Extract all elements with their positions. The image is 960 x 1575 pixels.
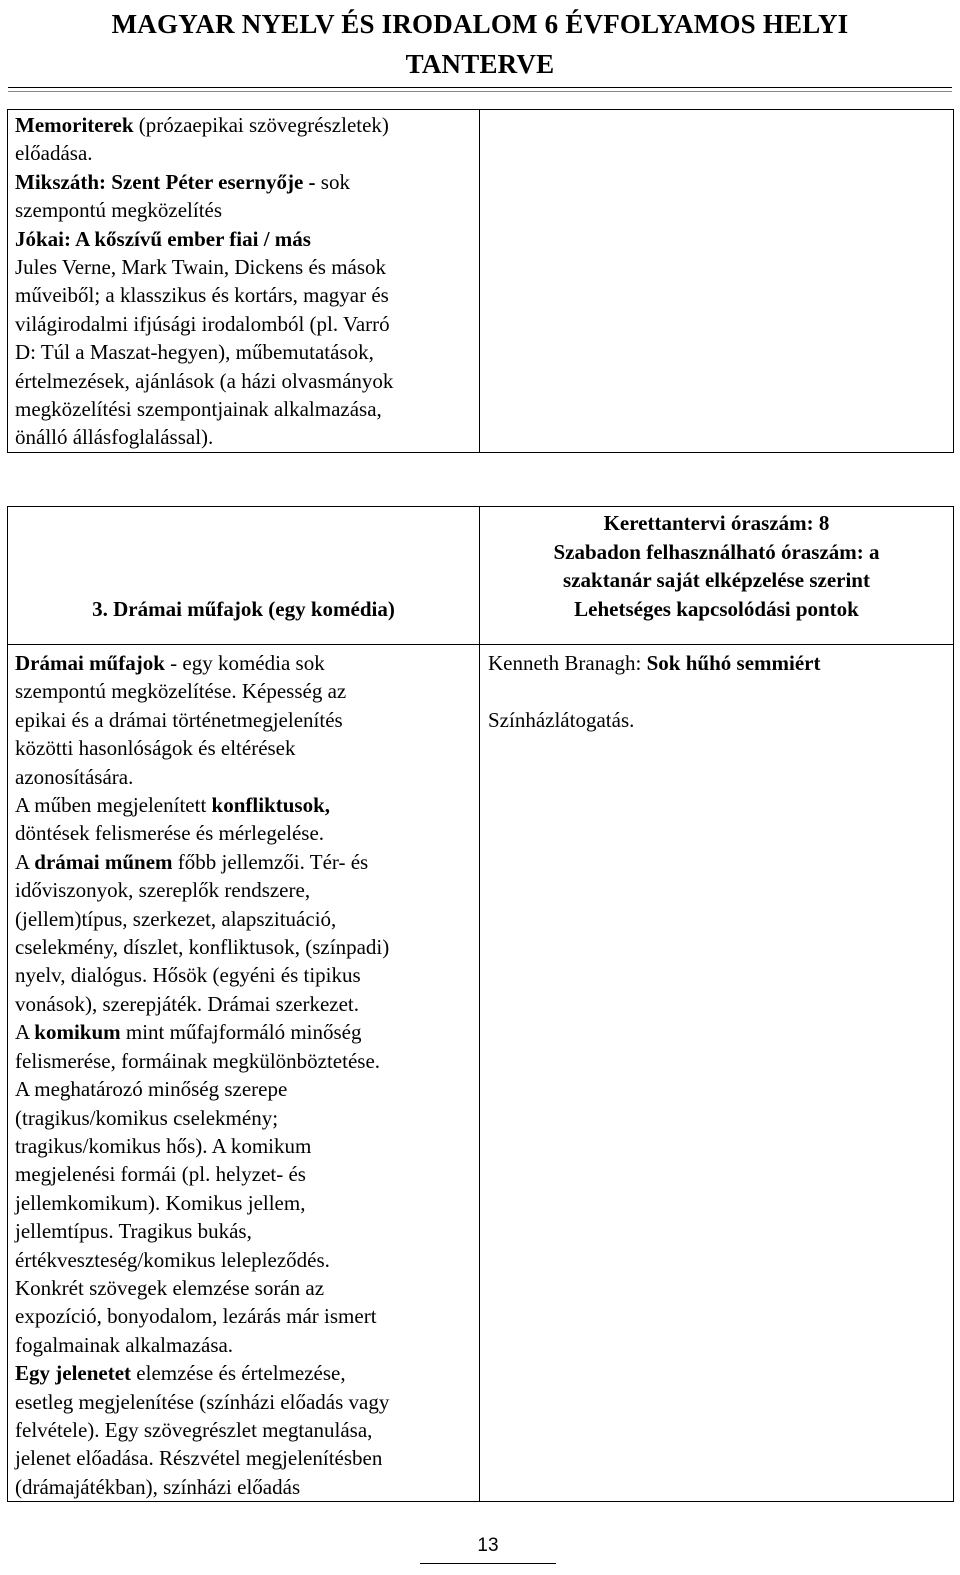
text-line [15, 1075, 472, 1103]
table-memoriter [7, 109, 954, 453]
connection-film [488, 649, 946, 677]
text-line [15, 1189, 472, 1217]
section-title: 3. Drámai műfajok (egy komédia) [92, 597, 395, 622]
text-run: Egy jelenetet [15, 1361, 132, 1386]
text-run: A [15, 849, 35, 874]
header-title-line2: TANTERVE [405, 49, 555, 79]
text-line [15, 281, 472, 309]
text-run: D: Túl a Maszat-hegyen), műbemutatások, [15, 340, 374, 365]
text-run: műveiből; a klasszikus és kortárs, magyar és [15, 283, 389, 308]
text-run: (drámajátékban), színházi előadás [15, 1474, 301, 1499]
text-line [15, 1473, 472, 1501]
text-line [15, 961, 472, 989]
text-run: szempontú megközelítés [15, 198, 223, 223]
text-run: expozíció, bonyodalom, lezárás már ismert [15, 1304, 377, 1329]
text-run: nyelv, dialógus. Hősök (egyéni és tipikus [15, 963, 361, 988]
text-run: felismerése, formáinak megkülönböztetése. [15, 1048, 381, 1073]
section-title-cell [8, 507, 480, 645]
text-line [15, 848, 472, 876]
text-line [15, 310, 472, 338]
text-run: Konkrét szövegek elemzése során az [15, 1275, 325, 1300]
text-run: sok [320, 169, 350, 194]
text-run: Mikszáth: Szent Péter esernyője - [15, 169, 321, 194]
text-run: önálló állásfoglalással). [15, 425, 214, 450]
header-title-line1: MAGYAR NYELV ÉS IRODALOM 6 ÉVFOLYAMOS HELYI [111, 9, 849, 39]
text-run: azonosítására. [15, 764, 134, 789]
text-line [15, 763, 472, 791]
text-line [15, 706, 472, 734]
text-line [15, 791, 472, 819]
text-line [15, 734, 472, 762]
text-line [15, 1388, 472, 1416]
text-run: döntések felismerése és mérlegelése. [15, 821, 325, 846]
text-line [15, 905, 472, 933]
text-run: A meghatározó minőség szerepe [15, 1077, 288, 1102]
table1-left-cell [8, 110, 480, 453]
text-line [15, 423, 472, 451]
text-line [15, 253, 472, 281]
hours-free-line2: szaktanár saját elképzelése szerint [563, 568, 870, 593]
page-number: 13 [477, 1535, 499, 1556]
document-header [0, 4, 960, 84]
footer-rule [420, 1563, 556, 1564]
text-line [15, 1246, 472, 1274]
table-dramai-mufajok [7, 506, 954, 1502]
text-run: Kenneth Branagh: [488, 651, 647, 675]
text-line [15, 1160, 472, 1188]
text-run: fogalmainak alkalmazása. [15, 1332, 234, 1357]
text-run: jelenet előadása. Részvétel megjelenítésben [15, 1446, 383, 1471]
text-run: epikai és a drámai történetmegjelenítés [15, 707, 343, 732]
text-run: mint műfajformáló minőség [120, 1020, 362, 1045]
text-run: jellemtípus. Tragikus bukás, [15, 1219, 252, 1244]
text-line [15, 1132, 472, 1160]
text-run: Drámai műfajok [15, 651, 165, 675]
text-run: értékveszteség/komikus lelepleződés. [15, 1247, 330, 1272]
text-run: Sok hűhó semmiért [646, 651, 821, 675]
text-run: (prózaepikai szövegrészletek) [133, 113, 389, 137]
table2-left-cell [8, 645, 480, 1502]
text-run: megközelítési szempontjainak alkalmazása, [15, 397, 382, 422]
header-rule [8, 87, 952, 88]
table2-right-cell [480, 645, 954, 1502]
text-line [15, 1104, 472, 1132]
text-run: értelmezések, ajánlások (a házi olvasmányok [15, 368, 394, 393]
text-line [15, 819, 472, 847]
hours-cell [480, 507, 954, 645]
text-line [15, 990, 472, 1018]
text-run: Jules Verne, Mark Twain, Dickens és mások [15, 255, 387, 280]
text-run: esetleg megjelenítése (színházi előadás vagy [15, 1389, 390, 1414]
text-run: világirodalmi ifjúsági irodalomból (pl. Varró [15, 311, 390, 336]
text-line [15, 395, 472, 423]
text-line [15, 139, 472, 167]
text-line [15, 338, 472, 366]
text-run: drámai műnem [34, 849, 173, 874]
text-run: Memoriterek [15, 113, 134, 137]
text-line [15, 111, 472, 139]
text-run: felvétele). Egy szövegrészlet megtanulása, [15, 1417, 373, 1442]
text-line [15, 196, 472, 224]
text-line [15, 168, 472, 196]
text-run: szempontú megközelítése. Képesség az [15, 679, 347, 704]
text-line [15, 1274, 472, 1302]
table1-right-cell [480, 110, 954, 453]
hours-framework: Kerettantervi óraszám: 8 [603, 511, 830, 535]
hours-free-line1: Szabadon felhasználható óraszám: a [553, 539, 880, 564]
text-run: komikum [34, 1020, 121, 1045]
text-run: (tragikus/komikus cselekmény; [15, 1105, 279, 1130]
text-run: időviszonyok, szereplők rendszere, [15, 878, 311, 903]
text-line [15, 1018, 472, 1046]
text-run: A [15, 1020, 35, 1045]
text-run: tragikus/komikus hős). A komikum [15, 1133, 312, 1158]
header-rule-thin [8, 91, 952, 92]
text-run: főbb jellemzői. Tér- és [172, 849, 369, 874]
text-run: megjelenési formái (pl. helyzet- és [15, 1162, 306, 1187]
text-line [15, 933, 472, 961]
text-line [15, 1444, 472, 1472]
connection-theatre: Színházlátogatás. [488, 707, 635, 732]
text-run: jellemkomikum). Komikus jellem, [15, 1190, 306, 1215]
text-line [15, 225, 472, 253]
text-run: konfliktusok, [211, 793, 331, 818]
connections-title: Lehetséges kapcsolódási pontok [574, 596, 859, 621]
text-run: közötti hasonlóságok és eltérések [15, 736, 296, 761]
text-line [15, 1331, 472, 1359]
text-line [15, 1047, 472, 1075]
text-line [15, 1416, 472, 1444]
text-run: - egy komédia sok [164, 651, 325, 675]
text-line [15, 876, 472, 904]
text-run: előadása. [15, 141, 93, 166]
text-run: vonások), szerepjáték. Drámai szerkezet. [15, 991, 359, 1016]
text-run: cselekmény, díszlet, konfliktusok, (színpadi) [15, 935, 390, 960]
table2-left-text [8, 645, 479, 1501]
table1-left-text [8, 110, 479, 452]
text-run: Jókai: A kőszívű ember fiai / más [15, 226, 311, 251]
text-line [15, 1217, 472, 1245]
text-line [15, 649, 472, 677]
text-run: elemzése és értelmezése, [131, 1361, 346, 1386]
text-line [15, 677, 472, 705]
text-run: (jellem)típus, szerkezet, alapszituáció, [15, 906, 337, 931]
text-run: A műben megjelenített [15, 793, 212, 818]
text-line [15, 367, 472, 395]
text-line [15, 1302, 472, 1330]
text-line [15, 1359, 472, 1387]
